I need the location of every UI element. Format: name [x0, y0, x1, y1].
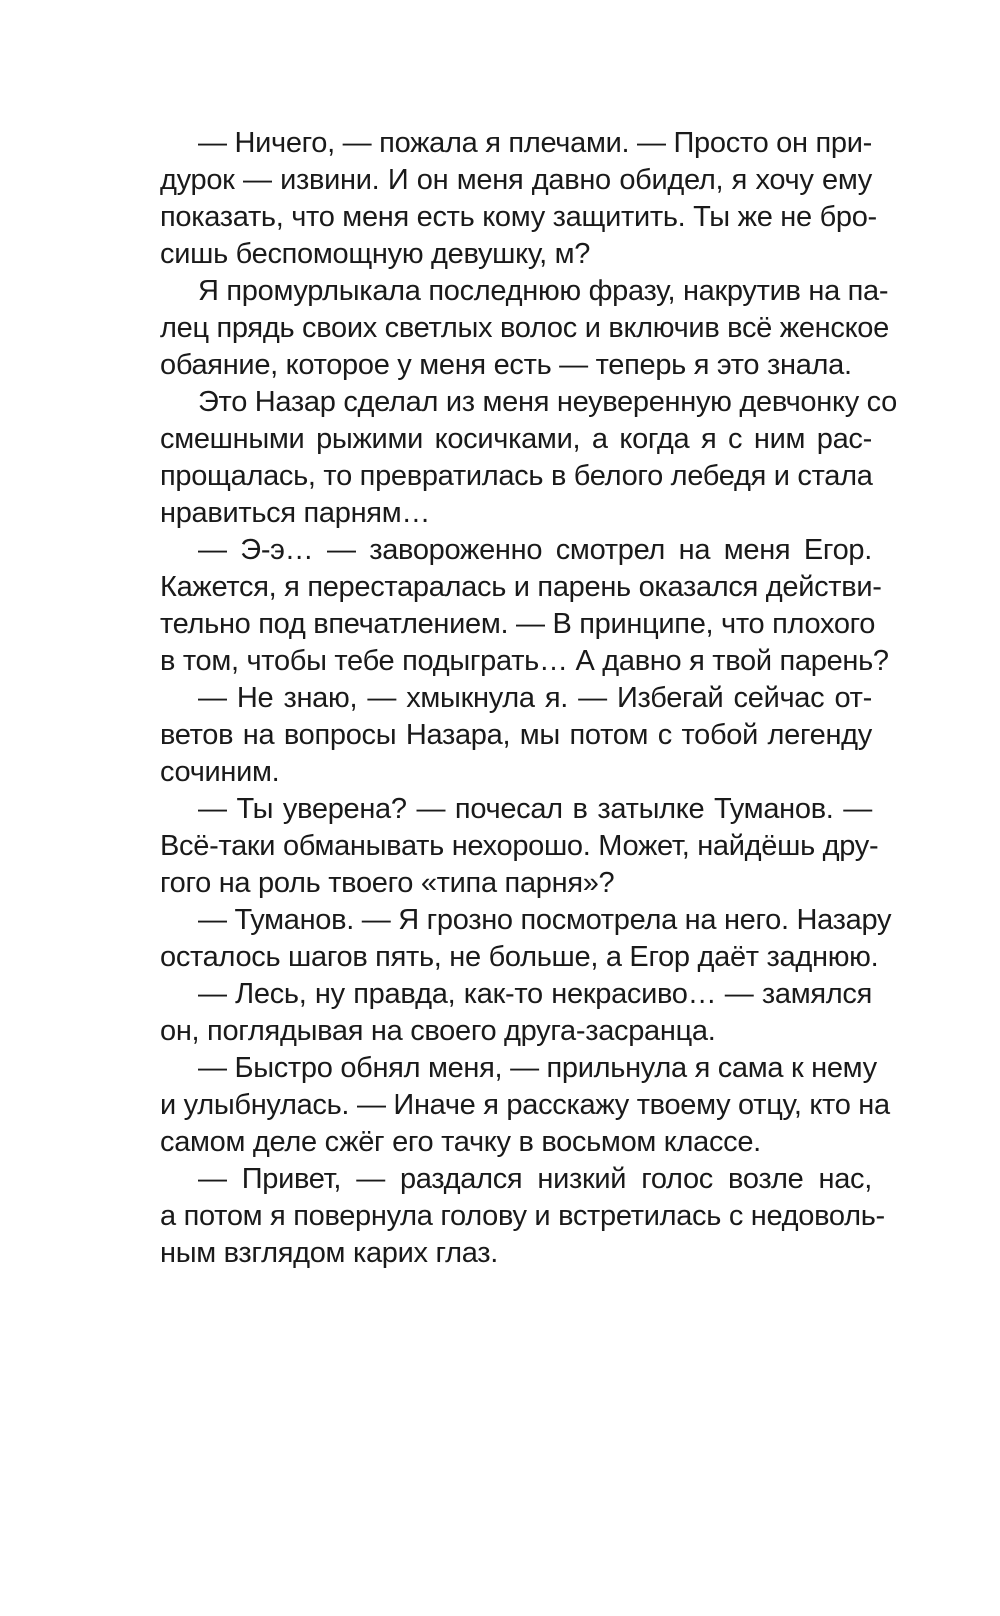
- text-line: гого на роль твоего «типа парня»?: [160, 867, 615, 899]
- paragraph: [160, 384, 898, 532]
- paragraph: [160, 791, 879, 902]
- text-line: нравиться парням…: [160, 497, 431, 529]
- text-line: осталось шагов пять, не больше, а Егор даёт заднюю.: [160, 941, 879, 973]
- paragraph: [160, 902, 892, 976]
- paragraph: [160, 680, 872, 791]
- text-line: Всё-таки обманывать нехорошо. Может, найдёшь дру-: [160, 830, 879, 862]
- text-line: — Туманов. — Я грозно посмотрела на него. Назару: [198, 904, 892, 936]
- paragraph: [160, 976, 872, 1050]
- text-line: лец прядь своих светлых волос и включив всё женское: [160, 312, 889, 344]
- text-line: — Не знаю, — хмыкнула я. — Избегай сейчас от-: [198, 682, 872, 714]
- text-line: ветов на вопросы Назара, мы потом с тобой легенду: [160, 719, 872, 751]
- text-line: дурок — извини. И он меня давно обидел, я хочу ему: [160, 164, 872, 196]
- text-line: обаяние, которое у меня есть — теперь я это знала.: [160, 349, 852, 381]
- text-line: и улыбнулась. — Иначе я расскажу твоему отцу, кто на: [160, 1089, 890, 1121]
- text-line: сочиним.: [160, 756, 280, 788]
- text-line: Я промурлыкала последнюю фразу, накрутив на па-: [198, 275, 889, 307]
- text-line: Кажется, я перестаралась и парень оказался действи-: [160, 571, 882, 603]
- text-line: самом деле сжёг его тачку в восьмом классе.: [160, 1126, 761, 1158]
- text-line: тельно под впечатлением. — В принципе, что плохого: [160, 608, 876, 640]
- text-line: смешными рыжими косичками, а когда я с ним рас-: [160, 423, 872, 455]
- text-line: — Лесь, ну правда, как-то некрасиво… — замялся: [198, 978, 872, 1010]
- paragraph: [160, 125, 877, 273]
- text-line: а потом я повернула голову и встретилась с недоволь-: [160, 1200, 885, 1232]
- text-line: ным взглядом карих глаз.: [160, 1237, 498, 1269]
- paragraph: [160, 1050, 890, 1161]
- text-line: прощалась, то превратилась в белого лебедя и стала: [160, 460, 873, 492]
- text-line: сишь беспомощную девушку, м?: [160, 238, 591, 270]
- text-line: показать, что меня есть кому защитить. Ты же не бро-: [160, 201, 877, 233]
- text-line: — Ничего, — пожала я плечами. — Просто он при-: [198, 127, 872, 159]
- text-line: в том, чтобы тебе подыграть… А давно я твой парень?: [160, 645, 889, 677]
- body-text: [160, 125, 898, 1272]
- paragraph: [160, 273, 889, 384]
- text-line: он, поглядывая на своего друга-засранца.: [160, 1015, 716, 1047]
- text-line: — Быстро обнял меня, — прильнула я сама к нему: [198, 1052, 877, 1084]
- paragraph: [160, 532, 889, 680]
- paragraph: [160, 1161, 885, 1272]
- text-line: Это Назар сделал из меня неуверенную девчонку со: [198, 386, 898, 418]
- text-line: — Э-э… — завороженно смотрел на меня Егор.: [198, 534, 872, 566]
- text-line: — Привет, — раздался низкий голос возле нас,: [198, 1163, 872, 1195]
- text-line: — Ты уверена? — почесал в затылке Туманов. —: [198, 793, 872, 825]
